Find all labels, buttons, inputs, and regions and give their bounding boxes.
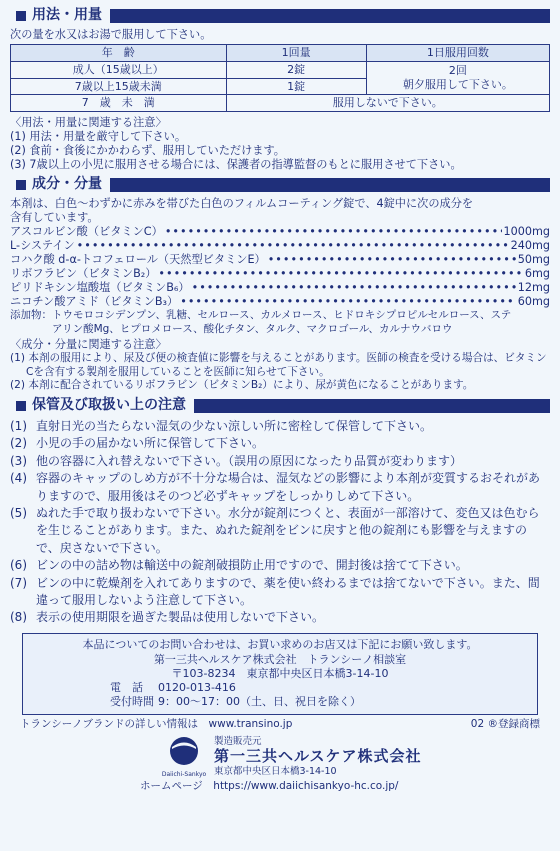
- item-text: ビンの中に乾燥剤を入れてありますので、薬を使い終わるまでは捨てないで下さい。また、間違って服用しないよう注意して下さい。: [36, 575, 540, 607]
- brand-info: トランシーノブランドの詳しい情報は www.transino.jp: [20, 718, 293, 731]
- item-number: (5): [10, 505, 27, 520]
- dose-cell: 2錠: [226, 61, 366, 78]
- item-number: (1): [10, 418, 27, 433]
- contact-company: 第一三共ヘルスケア株式会社 トランシーノ相談室: [153, 653, 407, 667]
- col-age: 年 齢: [11, 45, 227, 62]
- daily-line-1: 2回: [448, 64, 467, 78]
- list-item: [10, 470, 550, 505]
- leader-dots: [192, 281, 516, 295]
- section-bar: [110, 9, 550, 23]
- list-item: [10, 609, 550, 626]
- square-bullet-icon: [16, 11, 26, 21]
- age-cell: 7 歳 未 満: [11, 95, 227, 112]
- contact-phone-row: [31, 681, 529, 695]
- maker-block: [160, 736, 550, 779]
- ingredient-amount: 50mg: [517, 253, 550, 266]
- maker-name: 第一三共ヘルスケア株式会社: [214, 747, 422, 766]
- ingredient-name: リボフラビン（ビタミンB₂）: [10, 267, 157, 280]
- ingredient-name: ピリドキシン塩酸塩（ビタミンB₆）: [10, 281, 190, 294]
- ingredients-section-header: [10, 175, 550, 195]
- col-daily: 1日服用回数: [366, 45, 549, 62]
- daily-cell: [366, 61, 549, 95]
- usage-title: [10, 7, 102, 25]
- item-text: 容器のキャップのしめ方が不十分な場合は、湿気などの影響により本剤が変質するおそれがありますので、服用後はそのつど必ずキャップをしっかりしめて下さい。: [36, 471, 541, 503]
- contact-address: 〒103-8234 東京都中央区日本橋3-14-10: [171, 667, 389, 681]
- hours-value: 9：00～17：00（土、日、祝日を除く）: [158, 694, 361, 708]
- ingredient-name: ニコチン酸アミド（ビタミンB₃）: [10, 295, 179, 308]
- ingredient-amount: 6mg: [524, 267, 550, 280]
- dosage-table-header: [11, 45, 550, 62]
- ingredients-notes-title: 〈成分・分量に関連する注意〉: [10, 338, 167, 352]
- usage-section-header: [10, 6, 550, 26]
- ingredient-row: [10, 253, 550, 267]
- usage-title-text: 用法・用量: [32, 7, 102, 24]
- additives-line-2: アリン酸Mg、ヒプロメロース、酸化チタン、タルク、マクロゴール、カルナウバロウ: [52, 322, 453, 335]
- phone-number: 0120-013-416: [158, 680, 236, 694]
- ingredient-row: [10, 281, 550, 295]
- age-cell: 成人（15歳以上）: [11, 61, 227, 78]
- square-bullet-icon: [16, 401, 26, 411]
- item-text: 他の容器に入れ替えないで下さい。（誤用の原因になったり品質が変わります）: [36, 453, 463, 468]
- item-number: (8): [10, 610, 27, 625]
- usage-notes-title: 〈用法・用量に関連する注意〉: [10, 116, 167, 129]
- ingredient-row: [10, 295, 550, 309]
- additives-line-1: トウモロコシデンプン、乳糖、セルロース、カルメロース、ヒドロキシプロピルセルロース、ステ: [52, 309, 512, 321]
- col-dose: 1回量: [226, 45, 366, 62]
- leader-dots: [165, 225, 502, 239]
- storage-list: [10, 418, 550, 627]
- ingredients-intro-1: 本剤は、白色～わずかに赤みを帯びた白色のフィルムコーティング錠で、4錠中に次の成分を: [10, 197, 474, 210]
- ingredients-intro-2: 含有しています。: [10, 211, 99, 224]
- storage-title: [10, 397, 186, 415]
- list-item: [10, 453, 550, 470]
- item-text: ぬれた手で取り扱わないで下さい。水分が錠剤につくと、表面が一部溶けて、変色又は色むらを生じることがあります。また、ぬれた錠剤をビンに戻すと他の錠剤にも影響を与えますので、戻さないで下さい。: [36, 505, 540, 555]
- item-text: 表示の使用期限を過ぎた製品は使用しないで下さい。: [36, 610, 325, 625]
- dose-cell: 服用しないで下さい。: [226, 95, 549, 112]
- maker-info: [214, 736, 422, 779]
- item-text: 小児の手の届かない所に保管して下さい。: [36, 436, 265, 451]
- ingredient-amount: 240mg: [510, 239, 550, 252]
- section-bar: [194, 399, 550, 413]
- homepage-link: ホームページ https://www.daiichisankyo-hc.co.jp/: [140, 780, 399, 793]
- ingredients-title: [10, 176, 102, 194]
- brand-line: [20, 718, 540, 731]
- additives-label: 添加物：: [10, 309, 52, 321]
- maker-address: 東京都中央区日本橋3-14-10: [214, 766, 337, 778]
- hours-label: 受付時間: [110, 694, 154, 708]
- additives-list: [52, 309, 511, 336]
- leader-dots: [158, 267, 522, 281]
- dosage-table: [10, 44, 550, 112]
- ingredient-amount: 12mg: [517, 281, 550, 294]
- dose-cell: 1錠: [226, 78, 366, 95]
- logo-caption: Daiichi-Sankyo: [161, 770, 207, 778]
- contact-box: [22, 633, 538, 716]
- usage-note: (3) 7歳以上の小児に服用させる場合には、保護者の指導監督のもとに服用させて下さい。: [10, 158, 462, 171]
- list-item: [10, 418, 550, 435]
- ingredients-note: (2) 本剤に配合されているリボフラビン（ビタミンB₂）により、尿が黄色になることがあります。: [10, 378, 474, 391]
- usage-intro: 次の量を水又はお湯で服用して下さい。: [10, 28, 212, 41]
- section-bar: [110, 178, 550, 192]
- ingredient-name: アスコルビン酸（ビタミンC）: [10, 225, 163, 238]
- table-row: [11, 95, 550, 112]
- ingredient-amount: 60mg: [517, 295, 550, 308]
- item-text: ビンの中の詰め物は輸送中の錠剤破損防止用ですので、開封後は捨てて下さい。: [36, 558, 468, 573]
- ingredients-title-text: 成分・分量: [32, 176, 102, 193]
- storage-section-header: [10, 396, 550, 416]
- usage-note: (2) 食前・食後にかかわらず、服用していただけます。: [10, 144, 285, 157]
- list-item: [10, 557, 550, 574]
- product-code: 02 ®登録商標: [470, 718, 540, 731]
- item-number: (2): [10, 436, 27, 451]
- ingredient-amount: 1000mg: [503, 225, 550, 238]
- ingredient-row: [10, 225, 550, 239]
- table-row: [11, 61, 550, 78]
- list-item: [10, 575, 550, 610]
- leader-dots: [180, 295, 516, 309]
- ingredient-name: L-システイン: [10, 239, 75, 252]
- additives: [10, 309, 550, 336]
- contact-hours-row: [31, 695, 529, 709]
- ingredient-name: コハク酸 d-α-トコフェロール（天然型ビタミンE）: [10, 253, 266, 266]
- age-cell: 7歳以上15歳未満: [11, 78, 227, 95]
- list-item: [10, 505, 550, 557]
- list-item: [10, 435, 550, 452]
- ingredient-row: [10, 239, 550, 253]
- item-number: (7): [10, 575, 27, 590]
- leader-dots: [268, 253, 516, 267]
- daiichi-sankyo-logo: [160, 736, 208, 779]
- leader-dots: [77, 239, 509, 253]
- item-text: 直射日光の当たらない湿気の少ない涼しい所に密栓して保管して下さい。: [36, 418, 433, 433]
- daily-line-2: 朝夕服用して下さい。: [402, 78, 513, 91]
- item-number: (6): [10, 558, 27, 573]
- storage-title-text: 保管及び取扱い上の注意: [32, 397, 186, 414]
- item-number: (4): [10, 471, 27, 486]
- ingredient-row: [10, 267, 550, 281]
- item-number: (3): [10, 453, 27, 468]
- maker-label: 製造販売元: [214, 735, 262, 747]
- square-bullet-icon: [16, 180, 26, 190]
- ingredients-note: (1) 本剤の服用により、尿及び便の検査値に影響を与えることがあります。医師の検査を受ける場合は、ビタミンCを含有する製剤を服用していることを医師に知らせて下さい。: [10, 352, 547, 378]
- company-logo-icon: [169, 736, 199, 766]
- usage-note: (1) 用法・用量を厳守して下さい。: [10, 130, 187, 143]
- phone-label: 電 話: [110, 680, 143, 694]
- contact-intro: 本品についてのお問い合わせは、お買い求めのお店又は下記にお願い致します。: [82, 637, 478, 651]
